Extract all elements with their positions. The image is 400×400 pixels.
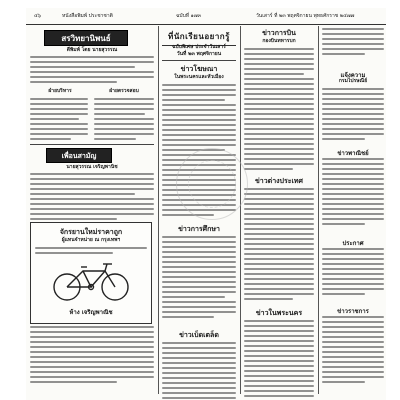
- article-heading: ข่าวในพระนคร: [255, 308, 303, 317]
- column-1: [30, 26, 154, 400]
- ad-body: [35, 247, 147, 257]
- article-body: [244, 188, 314, 303]
- section-divider: [30, 144, 154, 145]
- bicycle-advertisement: [30, 222, 152, 324]
- article-heading: ข่าวต่างประเทศ: [255, 176, 303, 185]
- column-masthead: ที่นักเรียนอยากรู้: [162, 30, 236, 46]
- publication-name: หนังสือพิมพ์ ประชาชาติ: [62, 13, 113, 19]
- article-heading: ข่าวโฆษณา: [180, 64, 218, 73]
- article-body: [30, 98, 88, 143]
- article-body: [244, 48, 314, 173]
- article-body: [322, 88, 384, 143]
- ad-footer: ห้าง เจริญพาณิช: [69, 309, 113, 316]
- column-3: [244, 26, 314, 400]
- issue-number: ฉบับที่ ๑๗๓: [176, 13, 201, 19]
- page-header: [26, 8, 386, 25]
- article-body: [162, 342, 236, 400]
- sub-masthead: ฉบับพิเศษ ประจำวันเสาร์: [172, 44, 226, 50]
- issue-date: วันเสาร์ ที่ ๒๓ พฤศจิกายน พุทธศักราช ๒๔๗๗: [256, 13, 355, 19]
- page-number: ๔๖: [34, 13, 41, 19]
- library-stamp-inner-ring: [188, 160, 236, 208]
- newspaper-page: [26, 8, 386, 400]
- article-body: [322, 158, 384, 228]
- article-body: [30, 173, 154, 223]
- section-divider: [162, 60, 236, 61]
- article-subheading: ในพระนครและหัวเมือง: [174, 74, 224, 80]
- column-rule: [318, 26, 319, 394]
- article-heading: ข่าวราชการ: [337, 308, 369, 315]
- subsection-heading: ฝ่ายบริหาร: [48, 88, 72, 94]
- date-line: วันที่ ๒๓ พฤศจิกายน: [176, 51, 222, 57]
- byline: นายสุวรรณ เจริญพานิช: [66, 164, 118, 170]
- subsection-heading: ฝ่ายตรวจสอบ: [109, 88, 139, 94]
- article-heading: ประกาศ: [342, 240, 364, 247]
- article-body: [30, 326, 154, 386]
- byline: ตีพิมพ์ โดย นายสุวรรณ: [66, 47, 118, 53]
- article-body: [322, 316, 384, 386]
- column-rule: [158, 26, 159, 394]
- article-body: [94, 98, 154, 143]
- article-subheading: กองบินทหารบก: [262, 38, 296, 44]
- bicycle-icon: [51, 259, 131, 303]
- article-body: [322, 28, 384, 58]
- article-body: [244, 320, 314, 400]
- article-heading: แจ้งความ: [340, 72, 366, 79]
- section-banner: เพื่อนสามัญ: [46, 148, 112, 163]
- article-body: [322, 248, 384, 298]
- column-masthead: สรวิทยานิพนธ์: [44, 30, 128, 46]
- article-heading: ข่าวการบิน: [262, 28, 296, 37]
- ad-title: จักรยานใหม่ราคาถูก: [59, 227, 123, 236]
- article-heading: ข่าวการศึกษา: [178, 224, 220, 233]
- ad-subtitle: ผู้แทนจำหน่าย ณ กรุงเทพฯ: [61, 237, 121, 243]
- article-body: [162, 236, 236, 321]
- article-heading: ข่าวเบ็ดเตล็ด: [179, 330, 219, 339]
- article-heading: ข่าวพาณิชย์: [337, 150, 369, 157]
- article-body: [30, 56, 154, 86]
- column-4: [322, 26, 384, 400]
- article-subheading: กรมไปรษณีย์: [338, 78, 368, 84]
- column-rule: [240, 26, 241, 394]
